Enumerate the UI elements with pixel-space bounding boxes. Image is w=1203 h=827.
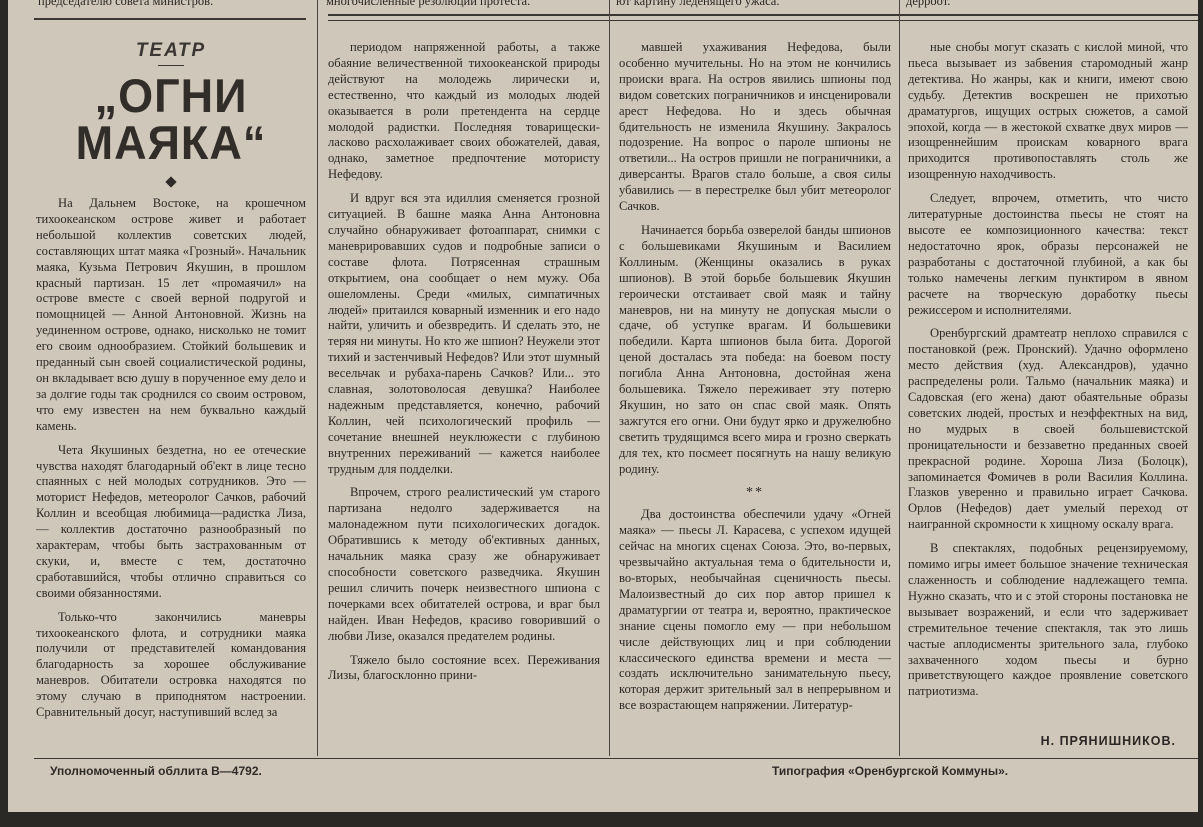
paragraph: Только-что закончились маневры тихоокеанского флота, и сотрудники маяка получили от представителей командования благодарность за хорошее обслуживание маневров. Обитатели островка находятся по этому случаю в приподнятом настроении. Сравнительный досуг, наступивший вслед за (36, 609, 306, 720)
footer-printer-note: Типография «Оренбургской Коммуны». (772, 764, 1009, 778)
bottom-rule (34, 758, 1198, 759)
diamond-ornament (165, 176, 176, 187)
article-column-1 (36, 40, 306, 748)
article-heading (36, 40, 306, 186)
newspaper-page (8, 0, 1198, 812)
section-separator: ** (746, 485, 764, 501)
article-column-2 (328, 40, 600, 748)
paragraph: В спектаклях, подобных рецензируемому, помимо игры имеет большое значение техническая слаженность и соблюдение надлежащего темпа. Нужно сказать, что и с этой стороны постановка не вызывает возражений, и если что задерживает стремительное течение спектакля, так это лишь частые аплодисменты зрительного зала, глубоко захваченного ходом пьесы и бурно приветствующего каждое проявление советского патриотизма. (908, 541, 1188, 699)
article-title-line1: „ОГНИ (94, 68, 248, 123)
paragraph: Впрочем, строго реалистический ум старого партизана недолго задерживается на малонадежном пути психологических догадок. Обратившись к методу об'ективных данных, начальник маяка сразу же обнаруживает способности советского разведчика. Якушин решил сличить почерк неизвестного шпиона с почерками всех обитателей острова, и враг был найден. Иван Нефедов, красиво говоривший о любви Лизе, оказался предателем родины. (328, 485, 600, 643)
paragraph: Оренбургский драмтеатр неплохо справился с постановкой (реж. Пронский). Удачно оформлено место действия (худ. Александров), удачно распределены роли. Тальмо (начальник маяка) и Садовская (его жена) дают обаятельные образы советских людей, простых и неэффектных на вид, но мудрых в своей большевистской проницательности и беззаветно преданных своей прекрасной родине. Хороша Лиза (Болоцк), запоминается Фомичев в роли Василия Коллина. Глазков уверенно и правильно играет Сачкова. Орлов (Нефедов) дает умелый переход от наигранной скромности к хищному оскалу врага. (908, 326, 1188, 532)
top-rule-col1 (34, 18, 306, 20)
paragraph: периодом напряженной работы, а также обаяние величественной тихоокеанской природы действуют на молодежь лирически и, естественно, что каждый из молодых людей оказывается в роли претендента на сердце молодой радистки. Последняя товарищески-ласково расхолаживает своих обожателей, давая, однако, заметное предпочтение мотористу Нефедову. (328, 40, 600, 182)
paragraph: Следует, впрочем, отметить, что чисто литературные достоинства пьесы не стоят на высоте ее композиционного качества: текст недостаточно ярок, образы персонажей не разработаны с достаточной глубиной, а как бы только намечены легким пунктиром в явном расчете на творческую доработку пьесы режиссером и исполнителями. (908, 191, 1188, 317)
top-fragment-col3: ют картину леденящего ужаса. (616, 0, 780, 8)
footer-censor-note: Уполномоченный обллита В—4792. (50, 764, 262, 778)
article-column-4 (908, 40, 1188, 730)
top-rule-right-thin (328, 20, 1198, 21)
paragraph: ные снобы могут сказать с кислой миной, что пьеса вызывает из забвения старомодный жанр детектива. Но жанры, как и книги, имеют свою судьбу. Детектив воскрешен не прихотью драматургов, ищущих острых сюжетов, а самой эпохой, когда — в жестокой схватке двух миров — изощреннейшим проискам коварного врага приходится противопоставлять столь же изощренную находчивость. (908, 40, 1188, 182)
top-fragment-col4: дерроот. (906, 0, 951, 8)
rubric-dash (158, 65, 184, 66)
article-column-3 (619, 40, 891, 748)
top-fragment-col1: председателю совета министров. (38, 0, 214, 8)
top-fragment-col2: многочисленные резолюции протеста. (326, 0, 531, 8)
paragraph: Начинается борьба озверелой банды шпионов с большевиками Якушиным и Василием Коллиным. (Женщины оказались в руках шпионов). В этой борьбе большевик Якушин героически отстаивает свой маяк и тайну маневров, ни на минуту не допуская мысли о сдаче, об уступке врагам. И большевики победили. Карта шпионов была бита. Дорогой ценой досталась эта победа: на боевом посту погибла Анна Антоновна, достойная жена большевика. Тяжело переживает эту потерю Якушин, но зато он спас свой маяк. Опять зажгутся его огни. Они будут ярко и дружелюбно светить трудящимся всего мира и грозно сверкать для тех, кто посмеет посягнуть на нашу великую родину. (619, 222, 891, 476)
column-rule-3 (899, 0, 900, 756)
author-signature: Н. ПРЯНИШНИКОВ. (1040, 734, 1176, 748)
article-title-line2: МАЯКА“ (75, 115, 267, 170)
paragraph: мавшей ухаживания Нефедова, были особенно мучительны. Но на этом не кончились происки врага. На остров явились шпионы под видом советских пограничников и инсценировали арест Нефедова. Но и здесь обычная бдительность не изменила Якушину. Закралось подозрение. На вопрос о пароле шпионы не ответили... На остров пришли не пограничники, а диверсанты. Врагов стало больше, а своя силы убавились — в перестрелке был убит метеоролог Сачков. (619, 40, 891, 214)
column-rule-1 (317, 0, 318, 756)
paragraph: На Дальнем Востоке, на крошечном тихоокеанском острове живет и работает небольшой коллектив советских людей, составляющих штат маяка «Грозный». Начальник маяка, Кузьма Петрович Якушин, в прошлом красный партизан. 15 лет «промаячил» на острове вместе с своей верной подругой и помощницей — Анной Антоновной. Жизнь на уединенном острове, однако, нисколько не томит его своим однообразием. Стойкий большевик и преданный сын своей социалистической родины, он вкладывает всю душу в порученное ему дело и за долгие годы так сроднился со своим островом, что ему известен на нем буквально каждый камень. (36, 196, 306, 433)
column-rule-2 (609, 0, 610, 756)
paragraph: Тяжело было состояние всех. Переживания Лизы, благосклонно прини- (328, 652, 600, 683)
paragraph: Два достоинства обеспечили удачу «Огней маяка» — пьесы Л. Карасева, с успехом идущей сейчас на многих сценах Союза. Это, во-первых, чрезвычайно актуальная тема о бдительности и, во-вторых, необычайная сценичность пьесы. Малоизвестный до сих пор автор пришел к драматургии от театра и, вероятно, практическое знание сцены помогло ему — при небольшом числе действующих лиц и при соблюдении классического единства времени и места — создать исключительно занимательную пьесу, которая держит зрительный зал в непрерывном и все возрастающем напряжении. Литератур- (619, 507, 891, 713)
top-rule-right (328, 14, 1198, 16)
paragraph: И вдруг вся эта идиллия сменяется грозной ситуацией. В башне маяка Анна Антоновна случайно обнаруживает фотоаппарат, снимки с маневрировавших судов и подробные записи о составе флота. Потрясенная страшным открытием, она сообщает о нем мужу. Оба ошеломлены. Среди «милых, симпатичных людей» притаился коварный изменник и его надо найти, уличить и обезвредить. И сделать это, не теряя ни минуты. Но кто же шпион? Неужели этот тихий и застенчивый Нефедов? Или этот шумный весельчак и рубаха-парень Сачков? Или... это славная, золотоволосая девушка? Наиболее надежным представляется, конечно, рабочий Коллин, чей психологический профиль — сочетание внешней неуклюжести с глубиною внутренних переживаний — кажется наиболее трудным для подделки. (328, 191, 600, 476)
rubric-label: ТЕАТР (135, 40, 207, 61)
paragraph: Чета Якушиных бездетна, но ее отеческие чувства находят благодарный об'ект в лице тесно спаянных с ней молодых сотрудников. Это — моторист Нефедов, метеоролог Сачков, рабочий Коллин и всеобщая любимица—радистка Лиза, — коллектив достаточно разнообразный по характерам, чтобы быть застрахованным от скуки, и, вместе с тем, достаточно сработавшийся, чтобы отлично справиться со своими обязанностями. (36, 442, 306, 600)
